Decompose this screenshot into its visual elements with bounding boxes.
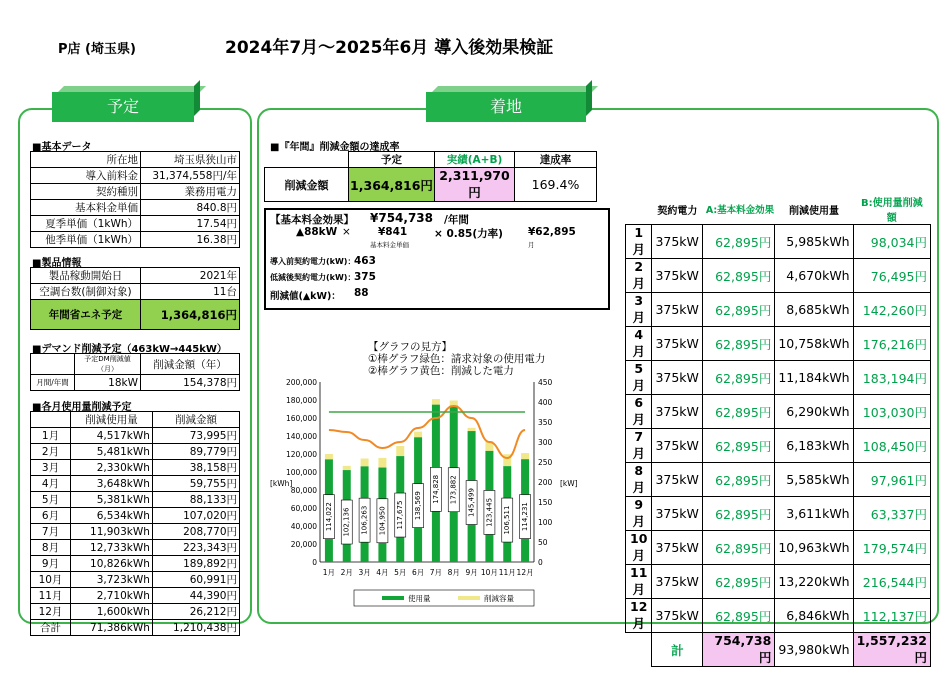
monthly-plan-yen: 73,995円 <box>152 428 239 444</box>
monthly-plan-yen: 107,020円 <box>152 508 239 524</box>
usage-chart <box>262 372 590 616</box>
y-tick-left: 0 <box>312 558 317 567</box>
monthly-plan-yen: 223,343円 <box>152 540 239 556</box>
demand-kw: 18kW <box>75 375 141 391</box>
monthly-plan-row <box>31 540 240 556</box>
product-label: 空調台数(制御対象) <box>31 284 141 300</box>
y-tick-left: 40,000 <box>290 522 317 531</box>
monthly-plan-month: 1月 <box>31 428 71 444</box>
monthly-plan-month: 3月 <box>31 460 71 476</box>
monthly-plan-kwh: 11,903kWh <box>71 524 153 540</box>
x-tick-label: 1月 <box>322 568 336 577</box>
achievement-table <box>264 151 597 202</box>
basic-data-value: 31,374,558円/年 <box>141 168 240 184</box>
result-a: 62,895円 <box>703 259 775 293</box>
basic-effect-title: 【基本料金効果】 <box>270 214 354 226</box>
result-month: 1月 <box>626 225 652 259</box>
data-label: 102,136 <box>342 507 351 537</box>
result-b: 179,574円 <box>853 531 930 565</box>
result-row <box>626 327 931 361</box>
result-a: 62,895円 <box>703 293 775 327</box>
result-row <box>626 599 931 633</box>
bar-reduced <box>378 458 386 468</box>
result-use: 5,985kWh <box>775 225 853 259</box>
monthly-plan-h1: 削減使用量 <box>71 412 153 428</box>
plan-tab-label: 予定 <box>106 97 139 116</box>
result-b: 176,216円 <box>853 327 930 361</box>
graph-note-line2: ②棒グラフ黄色：削減した電力 <box>368 365 514 377</box>
monthly-plan-kwh: 3,723kWh <box>71 572 153 588</box>
result-row <box>626 395 931 429</box>
product-value: 11台 <box>141 284 240 300</box>
basic-effect-kw: ▲88kW <box>296 226 338 238</box>
y-tick-left: 200,000 <box>285 378 317 387</box>
data-label: 104,950 <box>378 506 387 536</box>
x-tick-label: 12月 <box>516 568 534 577</box>
result-b: 103,030円 <box>853 395 930 429</box>
monthly-plan-month: 10月 <box>31 572 71 588</box>
data-label: 106,263 <box>360 505 369 535</box>
y-axis-label-right: [kW] <box>560 479 578 488</box>
x-tick-label: 6月 <box>411 568 425 577</box>
basic-effect-unit-price: ¥841 <box>378 226 408 238</box>
graph-note-line1: ①棒グラフ緑色：請求対象の使用電力 <box>368 353 546 365</box>
y-tick-right: 100 <box>538 518 553 527</box>
result-b: 112,137円 <box>853 599 930 633</box>
monthly-plan-month: 5月 <box>31 492 71 508</box>
basic-data-value: 840.8円 <box>141 200 240 216</box>
monthly-plan-row <box>31 572 240 588</box>
monthly-plan-row <box>31 460 240 476</box>
product-info-table <box>30 267 240 330</box>
result-use: 11,184kWh <box>775 361 853 395</box>
result-contract: 375kW <box>652 327 703 361</box>
basic-data-row <box>31 216 240 232</box>
demand-col1: 予定DM削減値（月） <box>75 354 141 375</box>
y-tick-left: 60,000 <box>290 504 317 513</box>
basic-data-value: 埼玉県狭山市 <box>141 152 240 168</box>
bar-reduced <box>414 432 422 438</box>
monthly-plan-kwh: 2,710kWh <box>71 588 153 604</box>
result-contract: 375kW <box>652 531 703 565</box>
data-label: 114,231 <box>521 502 530 532</box>
monthly-plan-month: 2月 <box>31 444 71 460</box>
result-contract: 375kW <box>652 497 703 531</box>
bar-reduced <box>521 453 529 459</box>
after-kw: 375 <box>354 271 376 283</box>
x-tick-label: 8月 <box>447 568 460 577</box>
result-h-b: B:使用量削減額 <box>860 198 923 224</box>
monthly-plan-kwh: 3,648kWh <box>71 476 153 492</box>
monthly-plan-month: 12月 <box>31 604 71 620</box>
product-value: 2021年 <box>141 268 240 284</box>
result-month: 11月 <box>626 565 652 599</box>
product-label: 製品稼動開始日 <box>31 268 141 284</box>
monthly-plan-yen: 89,779円 <box>152 444 239 460</box>
monthly-plan-kwh: 5,481kWh <box>71 444 153 460</box>
data-label: 114,022 <box>324 502 333 532</box>
y-tick-right: 400 <box>538 398 553 407</box>
result-row <box>626 463 931 497</box>
monthly-plan-row <box>31 444 240 460</box>
monthly-plan-yen: 60,991円 <box>152 572 239 588</box>
result-row <box>626 565 931 599</box>
demand-col2: 削減金額（年） <box>141 354 240 375</box>
legend-swatch-reduced <box>458 596 480 600</box>
result-use: 10,758kWh <box>775 327 853 361</box>
rate-heading: ■『年間』削減金額の達成率 <box>270 142 400 153</box>
data-label: 117,675 <box>396 500 405 530</box>
monthly-plan-heading: ■各月使用量削減予定 <box>32 402 132 413</box>
result-contract: 375kW <box>652 429 703 463</box>
basic-data-label: 所在地 <box>31 152 141 168</box>
result-month: 9月 <box>626 497 652 531</box>
bar-reduced <box>432 399 440 405</box>
basic-data-value: 業務用電力 <box>141 184 240 200</box>
monthly-plan-month: 9月 <box>31 556 71 572</box>
basic-data-label: 他季単価（1kWh） <box>31 232 141 248</box>
product-row <box>31 268 240 284</box>
monthly-plan-row <box>31 508 240 524</box>
demand-table <box>30 353 240 391</box>
rate-plan: 1,364,816円 <box>349 168 435 202</box>
bar-reduced <box>396 446 404 456</box>
before-kw-label: 導入前契約電力(kW)： <box>270 257 356 266</box>
basic-data-label: 基本料金単価 <box>31 200 141 216</box>
monthly-plan-row <box>31 492 240 508</box>
monthly-plan-total-yen: 1,210,438円 <box>152 620 239 636</box>
plan-tab <box>52 92 194 122</box>
y-tick-right: 150 <box>538 498 553 507</box>
result-use: 6,290kWh <box>775 395 853 429</box>
annual-saving-label: 年間省エネ予定 <box>31 300 141 330</box>
monthly-plan-yen: 59,755円 <box>152 476 239 492</box>
reduce-kw-label: 削減値(▲kW)： <box>270 291 341 302</box>
result-total-a: 754,738円 <box>703 633 775 667</box>
result-use: 6,846kWh <box>775 599 853 633</box>
result-month: 4月 <box>626 327 652 361</box>
data-label: 174,828 <box>431 474 440 504</box>
x-tick-label: 4月 <box>376 568 389 577</box>
y-tick-left: 160,000 <box>285 414 317 423</box>
monthly-plan-row <box>31 476 240 492</box>
monthly-plan-yen: 38,158円 <box>152 460 239 476</box>
monthly-plan-row <box>31 524 240 540</box>
result-a: 62,895円 <box>703 497 775 531</box>
data-label: 173,882 <box>449 475 458 505</box>
result-use: 8,685kWh <box>775 293 853 327</box>
result-use: 4,670kWh <box>775 259 853 293</box>
x-tick-label: 2月 <box>340 568 353 577</box>
legend-label-reduced: 削減容量 <box>484 594 514 603</box>
data-label: 106,511 <box>503 505 512 535</box>
result-month: 5月 <box>626 361 652 395</box>
y-tick-right: 450 <box>538 378 553 387</box>
y-axis-label-left: [kWh] <box>270 479 293 488</box>
data-label: 138,569 <box>414 491 423 521</box>
y-tick-right: 300 <box>538 438 553 447</box>
basic-data-table <box>30 151 240 248</box>
monthly-plan-row <box>31 588 240 604</box>
monthly-plan-row <box>31 604 240 620</box>
y-tick-left: 140,000 <box>285 432 317 441</box>
demand-row-label: 月間/年間 <box>31 375 75 391</box>
monthly-plan-month: 7月 <box>31 524 71 540</box>
result-b: 97,961円 <box>853 463 930 497</box>
monthly-plan-yen: 44,390円 <box>152 588 239 604</box>
x-tick-label: 9月 <box>465 568 478 577</box>
result-month: 8月 <box>626 463 652 497</box>
product-info-heading: ■製品情報 <box>32 258 82 269</box>
x-tick-label: 11月 <box>498 568 516 577</box>
result-b: 142,260円 <box>853 293 930 327</box>
result-row <box>626 293 931 327</box>
basic-data-row <box>31 200 240 216</box>
monthly-plan-yen: 189,892円 <box>152 556 239 572</box>
monthly-plan-yen: 208,770円 <box>152 524 239 540</box>
basic-effect-annual: ¥754,738 <box>370 211 434 225</box>
monthly-plan-month: 6月 <box>31 508 71 524</box>
result-month: 6月 <box>626 395 652 429</box>
bar-reduced <box>361 459 369 467</box>
annual-saving-value: 1,364,816円 <box>141 300 240 330</box>
result-month: 10月 <box>626 531 652 565</box>
monthly-plan-total-label: 合計 <box>31 620 71 636</box>
result-b: 216,544円 <box>853 565 930 599</box>
basic-data-row <box>31 184 240 200</box>
result-a: 62,895円 <box>703 463 775 497</box>
rate-h-actual: 実績(A+B) <box>435 152 515 168</box>
rate-value: 169.4% <box>515 168 597 202</box>
monthly-plan-kwh: 1,600kWh <box>71 604 153 620</box>
result-use: 10,963kWh <box>775 531 853 565</box>
rate-h-rate: 達成率 <box>515 152 597 168</box>
x-tick-label: 5月 <box>394 568 407 577</box>
result-contract: 375kW <box>652 361 703 395</box>
bar-reduced <box>450 400 458 405</box>
result-contract: 375kW <box>652 293 703 327</box>
basic-data-row <box>31 152 240 168</box>
result-use: 3,611kWh <box>775 497 853 531</box>
monthly-plan-table <box>30 411 240 636</box>
result-total-b: 1,557,232円 <box>853 633 930 667</box>
demand-line <box>329 406 525 458</box>
result-total-label: 計 <box>652 633 703 667</box>
monthly-plan-month: 11月 <box>31 588 71 604</box>
page-title: 2024年7月～2025年6月 導入後効果検証 <box>225 38 554 58</box>
monthly-plan-yen: 88,133円 <box>152 492 239 508</box>
demand-heading: ■デマンド削減予定（463kW→445kW） <box>32 344 227 355</box>
result-use: 13,220kWh <box>775 565 853 599</box>
result-contract: 375kW <box>652 565 703 599</box>
result-a: 62,895円 <box>703 225 775 259</box>
monthly-plan-kwh: 10,826kWh <box>71 556 153 572</box>
result-table <box>625 194 931 667</box>
result-a: 62,895円 <box>703 429 775 463</box>
basic-effect-monthly: ¥62,895 <box>528 226 576 238</box>
result-a: 62,895円 <box>703 395 775 429</box>
result-month: 3月 <box>626 293 652 327</box>
monthly-plan-kwh: 6,534kWh <box>71 508 153 524</box>
result-month: 7月 <box>626 429 652 463</box>
result-contract: 375kW <box>652 599 703 633</box>
result-row <box>626 225 931 259</box>
basic-effect-box <box>264 208 610 310</box>
result-contract: 375kW <box>652 225 703 259</box>
result-row <box>626 361 931 395</box>
graph-note-title: 【グラフの見方】 <box>368 341 452 353</box>
rate-row-label: 削減金額 <box>265 168 349 202</box>
basic-data-row <box>31 232 240 248</box>
data-label: 145,499 <box>467 488 476 518</box>
result-use: 5,585kWh <box>775 463 853 497</box>
result-use: 6,183kWh <box>775 429 853 463</box>
after-kw-label: 低減後契約電力(kW)： <box>270 273 356 282</box>
result-contract: 375kW <box>652 259 703 293</box>
basic-effect-monthly-unit: 月 <box>528 241 535 249</box>
basic-data-label: 導入前料金 <box>31 168 141 184</box>
data-label: 123,445 <box>485 497 494 527</box>
monthly-plan-row <box>31 428 240 444</box>
y-tick-left: 80,000 <box>290 486 317 495</box>
y-tick-right: 50 <box>538 538 548 547</box>
result-total-use: 93,980kWh <box>775 633 853 667</box>
monthly-plan-kwh: 5,381kWh <box>71 492 153 508</box>
y-tick-right: 250 <box>538 458 553 467</box>
monthly-plan-kwh: 4,517kWh <box>71 428 153 444</box>
result-a: 62,895円 <box>703 361 775 395</box>
result-a: 62,895円 <box>703 565 775 599</box>
result-row <box>626 429 931 463</box>
reduce-kw: 88 <box>354 287 369 299</box>
result-month: 2月 <box>626 259 652 293</box>
y-tick-left: 20,000 <box>290 540 317 549</box>
bar-reduced <box>325 454 333 459</box>
basic-data-row <box>31 168 240 184</box>
legend-label-usage: 使用量 <box>408 594 431 603</box>
result-b: 76,495円 <box>853 259 930 293</box>
result-h-use: 削減使用量 <box>788 205 839 217</box>
result-b: 63,337円 <box>853 497 930 531</box>
monthly-plan-total-kwh: 71,386kWh <box>71 620 153 636</box>
monthly-plan-kwh: 12,733kWh <box>71 540 153 556</box>
demand-amount: 154,378円 <box>141 375 240 391</box>
rate-h-plan: 予定 <box>349 152 435 168</box>
result-h-a: A:基本料金効果 <box>705 205 775 216</box>
basic-effect-unit-label: 基本料金単価 <box>370 241 409 249</box>
result-tab-label: 着地 <box>489 97 522 116</box>
y-tick-left: 100,000 <box>285 468 317 477</box>
x-tick-label: 10月 <box>480 568 498 577</box>
x-tick-label: 3月 <box>358 568 371 577</box>
result-row <box>626 531 931 565</box>
result-h-contract: 契約電力 <box>657 205 698 217</box>
monthly-plan-kwh: 2,330kWh <box>71 460 153 476</box>
basic-effect-times1: × <box>342 226 351 238</box>
basic-data-heading: ■基本データ <box>32 142 92 153</box>
y-tick-right: 0 <box>538 558 543 567</box>
result-b: 98,034円 <box>853 225 930 259</box>
result-row <box>626 259 931 293</box>
result-row <box>626 497 931 531</box>
basic-data-label: 夏季単価（1kWh） <box>31 216 141 232</box>
x-tick-label: 7月 <box>429 568 443 577</box>
result-a: 62,895円 <box>703 327 775 361</box>
result-contract: 375kW <box>652 395 703 429</box>
result-a: 62,895円 <box>703 599 775 633</box>
bar-reduced <box>343 466 351 470</box>
monthly-plan-h2: 削減金額 <box>152 412 239 428</box>
store-name: P店 (埼玉県) <box>58 42 136 57</box>
y-tick-left: 120,000 <box>285 450 317 459</box>
result-a: 62,895円 <box>703 531 775 565</box>
basic-data-value: 17.54円 <box>141 216 240 232</box>
result-b: 183,194円 <box>853 361 930 395</box>
result-b: 108,450円 <box>853 429 930 463</box>
y-tick-right: 350 <box>538 418 553 427</box>
product-row <box>31 284 240 300</box>
result-month: 12月 <box>626 599 652 633</box>
result-tab <box>426 92 586 122</box>
monthly-plan-row <box>31 556 240 572</box>
y-tick-left: 180,000 <box>285 396 317 405</box>
basic-data-value: 16.38円 <box>141 232 240 248</box>
bar-reduced <box>468 428 476 431</box>
basic-effect-times2: × 0.85(力率) <box>434 228 503 240</box>
basic-data-label: 契約種別 <box>31 184 141 200</box>
monthly-plan-month: 4月 <box>31 476 71 492</box>
legend-swatch-usage <box>382 596 404 600</box>
y-tick-right: 200 <box>538 478 553 487</box>
monthly-plan-month: 8月 <box>31 540 71 556</box>
rate-actual: 2,311,970円 <box>435 168 515 202</box>
basic-effect-annual-unit: /年間 <box>444 214 469 226</box>
monthly-plan-yen: 26,212円 <box>152 604 239 620</box>
result-contract: 375kW <box>652 463 703 497</box>
before-kw: 463 <box>354 255 376 267</box>
